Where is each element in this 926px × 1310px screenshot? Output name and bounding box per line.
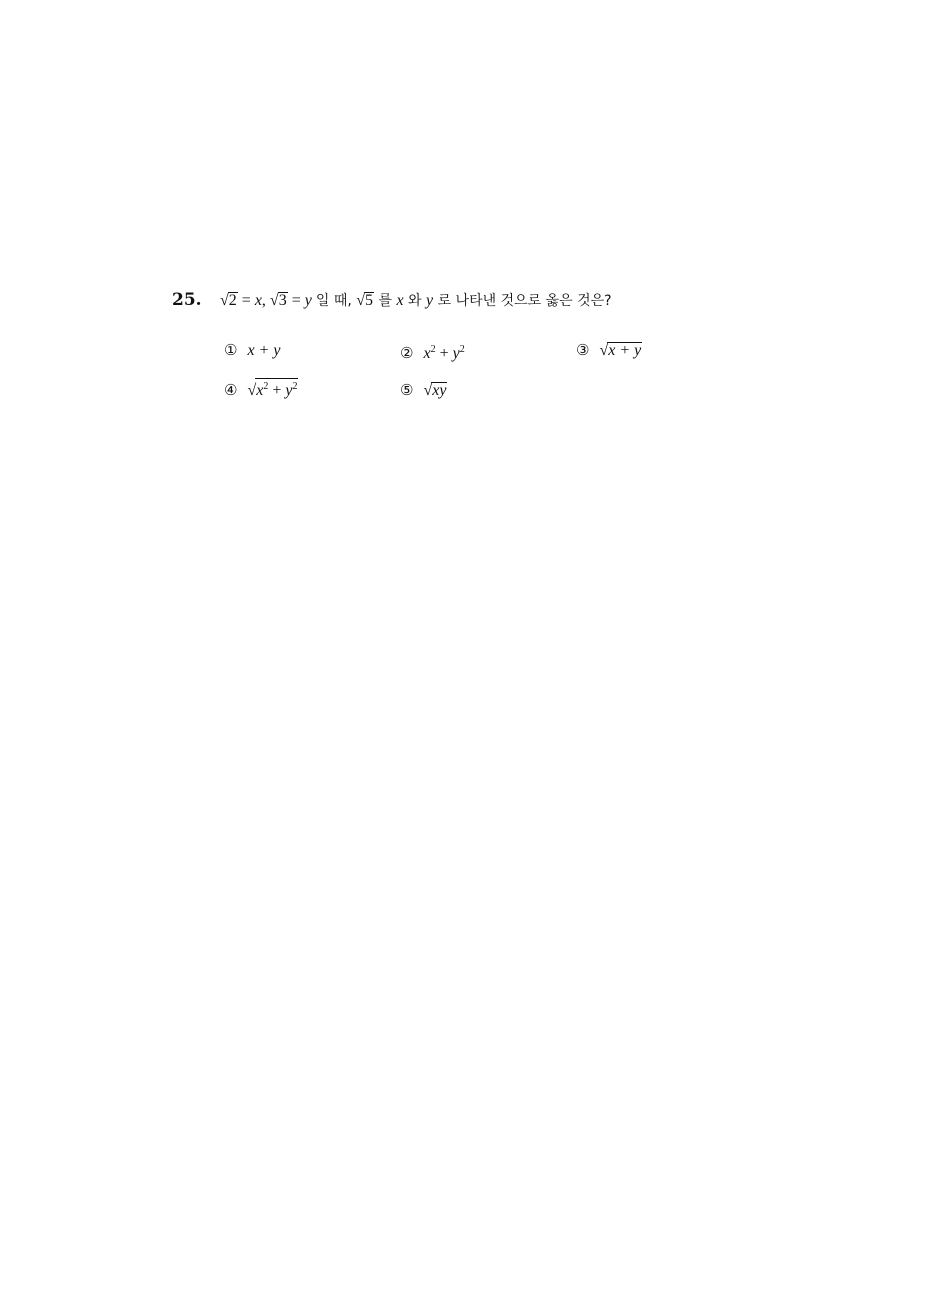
stem-text-1: 일 때, [315,293,357,309]
choice-expr-5: √xy [423,382,447,399]
choice-3[interactable] [576,338,642,363]
stem-y: y [426,292,434,309]
choice-expr-3: √x + y [599,342,642,359]
choice-expr-2: $x^2 + y^2$ [423,344,465,362]
choice-1[interactable] [224,338,280,363]
choice-marker-4: ④ [224,381,238,399]
choice-4[interactable] [224,378,298,403]
stem-text-2: 를 [374,293,397,309]
stem-x: x [396,292,404,309]
sqrt-5: √5 [356,292,374,309]
choice-marker-5: ⑤ [400,381,414,399]
sqrt-2: √2 [220,292,237,309]
stem-text-3: 와 [403,293,427,309]
question-number: 25. [172,290,202,310]
question-stem [220,286,612,315]
choice-5[interactable] [400,378,447,403]
stem-math-1: √2 = x, √3 = y [220,292,316,309]
choice-2[interactable] [400,338,465,366]
choice-marker-3: ③ [576,341,590,359]
sqrt-3: √3 [269,292,287,309]
choice-expr-4: $√x^2 + y^2$ [247,378,298,403]
stem-text-4: 로 나타낸 것으로 옳은 것은? [433,293,612,309]
choice-marker-1: ① [224,341,238,359]
choice-marker-2: ② [400,344,414,362]
choice-expr-1: x + y [247,342,281,359]
